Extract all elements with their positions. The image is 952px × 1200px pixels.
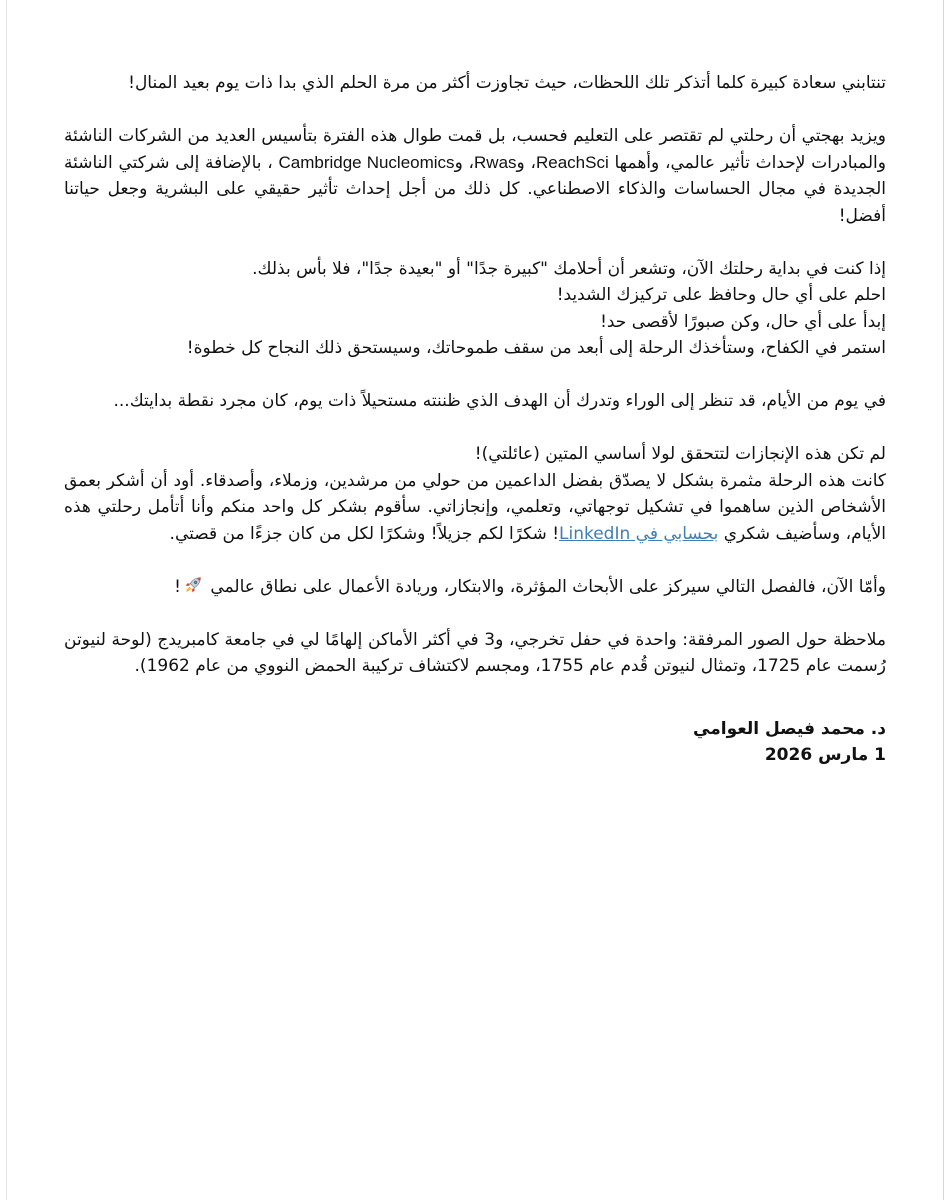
company-separator-1: ، و (516, 152, 536, 173)
company-cambridge-nucleomics: Cambridge Nucleomics (278, 152, 455, 172)
document-body (64, 70, 886, 768)
encouragement-line: إبدأ على أي حال، وكن صبورًا لأقصى حد! (600, 311, 886, 332)
company-separator-2: ، و (454, 152, 475, 173)
rocket-icon (183, 575, 203, 595)
thanks-text-before: كانت هذه الرحلة مثمرة بشكل لا يصدّق بفضل الداعمين من حولي من مرشدين، وزملاء، وأصدقاء. أود أن أشكر بعمق الأشخاص الذين ساهموا في تشكيل توجهاتي، وتعلمي، وإنجازاتي. سأقوم بشكر كل واحد منكم وأنا أتأمل رحلتي هذه الأيام، وسأضيف شكري (64, 470, 886, 544)
startups-text-after: ، بالإضافة إلى شركتي الناشئة الجديدة في مجال الحساسات والذكاء الاصطناعي. كل ذلك من أجل إحداث تأثير حقيقي على البشرية وجعل حياتنا أفضل! (64, 152, 886, 226)
paragraph-encouragement (64, 256, 886, 362)
company-reachsci: ReachSci (535, 152, 609, 172)
signature-name: د. محمد فيصل العوامي (693, 718, 886, 739)
encouragement-line: استمر في الكفاح، وستأخذك الرحلة إلى أبعد من سقف طموحاتك، وسيستحق ذلك النجاح كل خطوة! (186, 338, 886, 358)
linkedin-link[interactable]: بحسابي في LinkedIn (559, 523, 719, 544)
page-edge-left (6, 0, 7, 1200)
family-line: لم تكن هذه الإنجازات لتتحقق لولا أساسي المتين (عائلتي)! (474, 444, 886, 464)
paragraph-thanks (64, 441, 886, 547)
thanks-text-after: ! شكرًا لكم جزيلاً! وشكرًا لكل من كان جزءًا من قصتي. (169, 523, 560, 544)
company-rwas: Rwas (474, 152, 517, 172)
page-edge-right (943, 0, 944, 1200)
signature-date: 1 مارس 2026 (764, 744, 886, 765)
next-chapter-exclamation: ! (174, 576, 181, 597)
signature-block (64, 716, 886, 768)
next-chapter-text: وأمّا الآن، فالفصل التالي سيركز على الأبحاث المؤثرة، والابتكار، وريادة الأعمال على نطاق عالمي (210, 576, 886, 597)
paragraph-photo-note: ملاحظة حول الصور المرفقة: واحدة في حفل تخرجي، و3 في أكثر الأماكن إلهامًا لي في جامعة كامبريدج (لوحة لنيوتن رُسمت عام 1725، وتمثال لنيوتن قُدم عام 1755، ومجسم لاكتشاف تركيبة الحمض النووي من عام 1962). (64, 629, 886, 676)
startups-text-before: ويزيد بهجتي أن رحلتي لم تقتصر على التعليم فحسب، بل قمت طوال هذه الفترة بتأسيس العديد من الشركات الناشئة والمبادرات لإحداث تأثير عالمي، وأهمها (64, 126, 886, 173)
paragraph-next-chapter (64, 574, 886, 601)
paragraph-happiness: تنتابني سعادة كبيرة كلما أتذكر تلك اللحظات، حيث تجاوزت أكثر من مرة الحلم الذي بدا ذات يوم بعيد المنال! (128, 73, 886, 93)
paragraph-look-back: في يوم من الأيام، قد تنظر إلى الوراء وتدرك أن الهدف الذي ظننته مستحيلاً ذات يوم، كان مجرد نقطة بدايتك... (113, 391, 886, 411)
paragraph-startups (64, 123, 886, 229)
encouragement-line: احلم على أي حال وحافظ على تركيزك الشديد! (556, 285, 886, 305)
encouragement-line: إذا كنت في بداية رحلتك الآن، وتشعر أن أحلامك "كبيرة جدًا" أو "بعيدة جدًا"، فلا بأس بذلك. (252, 258, 886, 279)
